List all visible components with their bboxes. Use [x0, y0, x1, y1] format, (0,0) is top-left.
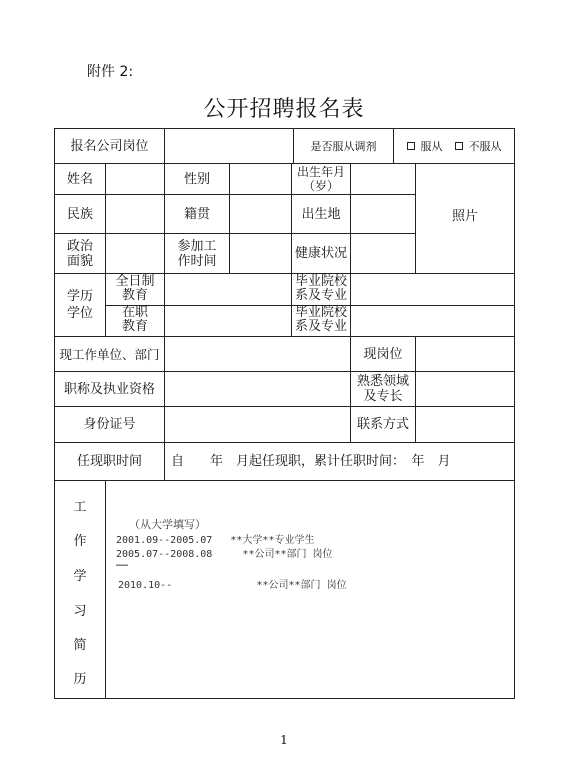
graduated-input[interactable]: [351, 274, 514, 305]
political-label-line2: 面貌: [66, 253, 93, 269]
form-title: 公开招聘报名表: [203, 97, 365, 122]
native-place-label: 籍贯: [183, 206, 210, 222]
expertise-label: [351, 372, 415, 406]
tenure-label: 任现职时间: [76, 454, 142, 469]
expertise-input[interactable]: [416, 372, 514, 406]
fulltime-label-line2: 教育: [121, 287, 148, 303]
health-input[interactable]: [351, 234, 415, 273]
health-label: 健康状况: [294, 246, 347, 261]
graduated-label-line2: 系及专业: [294, 287, 347, 303]
work-start-input[interactable]: [230, 234, 291, 273]
resume-area[interactable]: [106, 481, 514, 698]
resume-line-2: 2001.09--2005.07 **大学**专业学生: [116, 535, 315, 546]
resume-line-5: 2010.10-- **公司**部门 岗位: [118, 580, 347, 591]
fulltime-input[interactable]: [165, 274, 291, 305]
native-place-input[interactable]: [230, 195, 291, 233]
not-obey-option-label: 不服从: [468, 139, 502, 153]
education-label-line2: 学位: [66, 306, 93, 321]
position-label: 报名公司岗位: [70, 138, 149, 154]
contact-input[interactable]: [416, 407, 514, 442]
expertise-label-line2: 及专长: [363, 389, 403, 404]
ethnicity-label: 民族: [66, 206, 93, 222]
title-qual-input[interactable]: [165, 372, 350, 406]
name-label: 姓名: [66, 171, 93, 187]
id-input[interactable]: [165, 407, 350, 442]
political-label-line1: 政治: [66, 238, 93, 254]
resume-char-5: 简: [73, 638, 87, 653]
resume-char-2: 作: [73, 534, 87, 549]
title-qual-label: 职称及执业资格: [63, 381, 155, 397]
education-label-line1: 学历: [66, 289, 93, 304]
work-start-label-line1: 参加工: [177, 238, 217, 254]
obey-question-label: 是否服从调剂: [310, 139, 377, 153]
work-start-label: [165, 234, 229, 273]
obey-option-label: 服从: [420, 139, 443, 153]
gender-input[interactable]: [230, 164, 291, 194]
tenure-text[interactable]: 自 年 月起任现职，累计任职时间： 年 月: [171, 454, 451, 469]
inservice-label: [106, 304, 164, 336]
fulltime-label: [106, 272, 164, 305]
not-obey-checkbox[interactable]: [455, 142, 463, 150]
id-label: 身份证号: [83, 417, 136, 432]
resume-line-1: （从大学填写）: [129, 518, 206, 531]
graduated2-input[interactable]: [351, 306, 514, 336]
current-unit-input[interactable]: [165, 337, 350, 371]
inservice-label-line2: 教育: [121, 319, 148, 334]
page-number: 1: [280, 733, 288, 747]
graduated2-label: [292, 304, 350, 336]
current-post-label: 现岗位: [363, 346, 403, 362]
inservice-input[interactable]: [165, 306, 291, 336]
obey-options: [394, 129, 514, 163]
graduated2-label-line2: 系及专业: [294, 319, 347, 334]
resume-line-4: ……: [116, 558, 129, 569]
graduated-label: [292, 272, 350, 305]
resume-char-3: 学: [73, 569, 87, 584]
birth-label-line1: 出生年月: [296, 164, 345, 179]
expertise-label-line1: 熟悉领域: [356, 374, 409, 389]
birth-input[interactable]: [351, 164, 415, 194]
work-start-label-line2: 作时间: [177, 253, 217, 269]
fulltime-label-line1: 全日制: [115, 273, 155, 289]
resume-char-4: 习: [73, 604, 87, 619]
birthplace-input[interactable]: [351, 195, 415, 233]
political-label: [55, 234, 105, 273]
inservice-label-line1: 在职: [121, 305, 148, 320]
position-input[interactable]: [165, 129, 293, 163]
birth-label-line2: （岁）: [302, 178, 339, 193]
resume-char-1: 工: [73, 500, 87, 515]
resume-char-6: 历: [73, 672, 87, 687]
graduated-label-line1: 毕业院校: [294, 273, 347, 289]
contact-label: 联系方式: [356, 417, 409, 432]
obey-checkbox[interactable]: [407, 142, 415, 150]
gender-label: 性别: [183, 171, 210, 187]
political-input[interactable]: [106, 234, 164, 273]
photo-label: 照片: [451, 209, 478, 224]
annex-label: 附件 2:: [87, 64, 134, 80]
photo-box[interactable]: [416, 164, 514, 273]
birthplace-label: 出生地: [301, 206, 341, 222]
name-input[interactable]: [106, 164, 164, 194]
birth-label: [292, 163, 350, 194]
ethnicity-input[interactable]: [106, 195, 164, 233]
resume-line-3: 2005.07--2008.08 **公司**部门 岗位: [116, 549, 333, 560]
current-post-input[interactable]: [416, 337, 514, 371]
education-label: [55, 274, 105, 336]
current-unit-label: 现工作单位、部门: [59, 346, 160, 362]
graduated2-label-line1: 毕业院校: [294, 305, 347, 320]
